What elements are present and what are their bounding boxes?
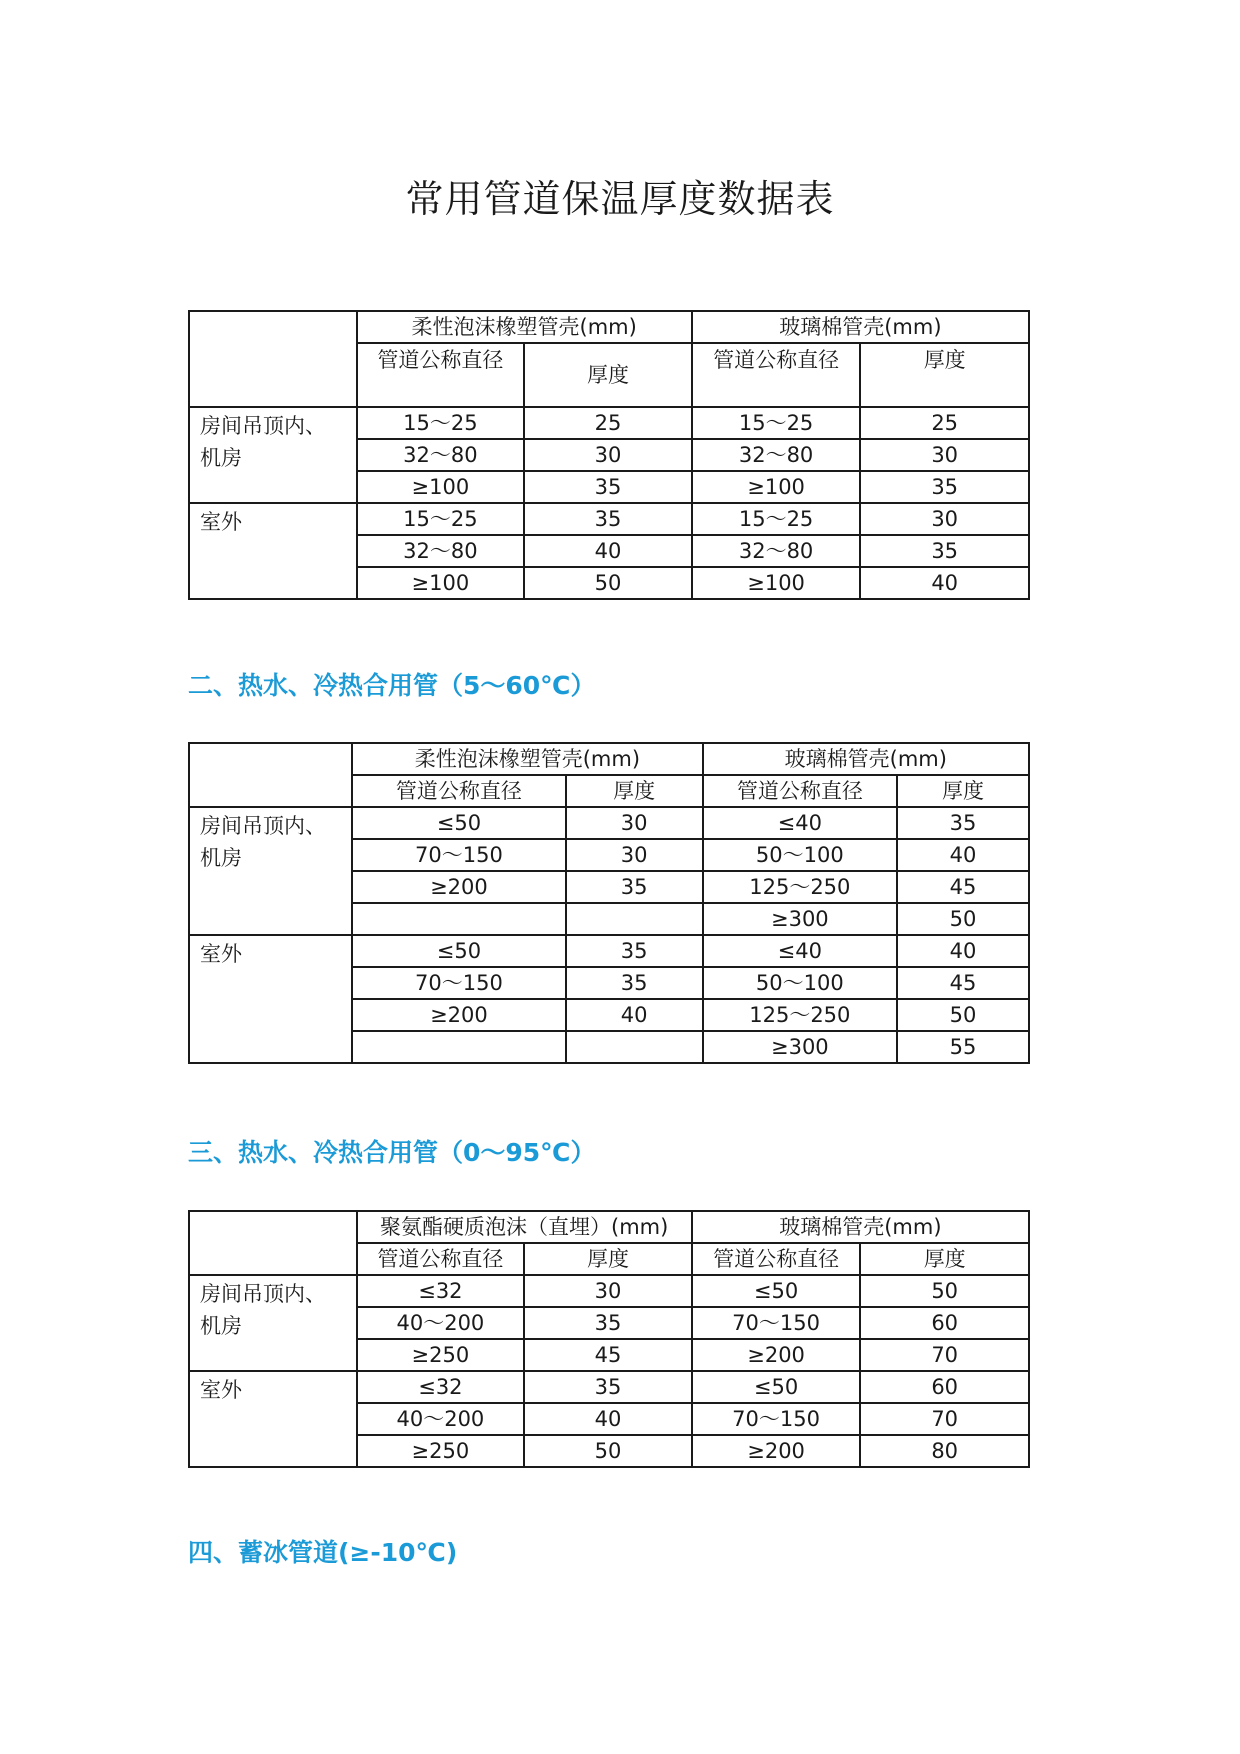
thickness-b-cell: 60 bbox=[860, 1307, 1029, 1339]
header-corner bbox=[189, 311, 357, 407]
diameter-b-cell: 32～80 bbox=[692, 535, 861, 567]
diameter-b-cell: 70～150 bbox=[692, 1307, 861, 1339]
header-thickness-b: 厚度 bbox=[860, 1243, 1029, 1275]
thickness-b-cell: 50 bbox=[897, 903, 1029, 935]
thickness-b-cell: 40 bbox=[897, 935, 1029, 967]
header-corner bbox=[189, 1211, 357, 1275]
page-title: 常用管道保温厚度数据表 bbox=[405, 177, 835, 221]
location-outdoor: 室外 bbox=[189, 935, 352, 1063]
thickness-b-cell: 70 bbox=[860, 1339, 1029, 1371]
location-indoor: 房间吊顶内、 机房 bbox=[189, 1275, 357, 1371]
diameter-a-cell: 70～150 bbox=[352, 839, 566, 871]
thickness-b-cell: 60 bbox=[860, 1371, 1029, 1403]
section-heading-hot-water-0-95: 三、热水、冷热合用管（0～95℃） bbox=[188, 1138, 596, 1167]
thickness-b-cell: 35 bbox=[860, 535, 1029, 567]
table-insulation-hot-water-5-60 bbox=[188, 742, 1030, 1064]
diameter-b-cell: ≥200 bbox=[692, 1435, 861, 1467]
thickness-a-cell: 35 bbox=[566, 871, 703, 903]
diameter-a-cell: ≥100 bbox=[357, 567, 525, 599]
header-thickness-b: 厚度 bbox=[860, 343, 1029, 407]
thickness-a-cell bbox=[566, 1031, 703, 1063]
thickness-a-cell: 50 bbox=[524, 1435, 692, 1467]
diameter-b-cell: 50～100 bbox=[703, 839, 897, 871]
diameter-a-cell: 32～80 bbox=[357, 439, 525, 471]
diameter-b-cell: 125～250 bbox=[703, 871, 897, 903]
diameter-a-cell: 32～80 bbox=[357, 535, 525, 567]
header-corner bbox=[189, 743, 352, 807]
header-group-b: 玻璃棉管壳(mm) bbox=[692, 311, 1029, 343]
diameter-a-cell: ≥250 bbox=[357, 1339, 525, 1371]
table-row bbox=[189, 503, 1029, 535]
diameter-b-cell: ≥300 bbox=[703, 1031, 897, 1063]
diameter-a-cell: 40～200 bbox=[357, 1403, 525, 1435]
section-heading-ice-storage: 四、蓄冰管道(≥-10℃) bbox=[188, 1538, 458, 1567]
header-diameter-b: 管道公称直径 bbox=[692, 343, 861, 407]
header-diameter-a: 管道公称直径 bbox=[352, 775, 566, 807]
thickness-b-cell: 40 bbox=[897, 839, 1029, 871]
diameter-b-cell: 32～80 bbox=[692, 439, 861, 471]
section-heading-hot-water-5-60: 二、热水、冷热合用管（5～60℃） bbox=[188, 671, 596, 700]
table-insulation-hot-water-0-95 bbox=[188, 1210, 1030, 1468]
thickness-a-cell: 30 bbox=[566, 807, 703, 839]
thickness-a-cell: 30 bbox=[566, 839, 703, 871]
header-diameter-b: 管道公称直径 bbox=[703, 775, 897, 807]
diameter-a-cell: ≥200 bbox=[352, 999, 566, 1031]
thickness-b-cell: 25 bbox=[860, 407, 1029, 439]
diameter-b-cell: 70～150 bbox=[692, 1403, 861, 1435]
thickness-a-cell: 25 bbox=[524, 407, 692, 439]
diameter-b-cell: 15～25 bbox=[692, 503, 861, 535]
diameter-a-cell: 15～25 bbox=[357, 503, 525, 535]
table-row bbox=[189, 1371, 1029, 1403]
header-row bbox=[189, 743, 1029, 775]
location-indoor: 房间吊顶内、 机房 bbox=[189, 407, 357, 503]
diameter-a-cell: 70～150 bbox=[352, 967, 566, 999]
diameter-b-cell: ≥100 bbox=[692, 471, 861, 503]
header-group-a: 聚氨酯硬质泡沫（直埋）(mm) bbox=[357, 1211, 692, 1243]
thickness-b-cell: 80 bbox=[860, 1435, 1029, 1467]
thickness-a-cell: 35 bbox=[524, 471, 692, 503]
thickness-a-cell: 40 bbox=[524, 535, 692, 567]
thickness-a-cell: 50 bbox=[524, 567, 692, 599]
diameter-b-cell: ≤50 bbox=[692, 1371, 861, 1403]
diameter-b-cell: 125～250 bbox=[703, 999, 897, 1031]
thickness-a-cell: 30 bbox=[524, 439, 692, 471]
thickness-a-cell: 35 bbox=[524, 1371, 692, 1403]
thickness-a-cell: 35 bbox=[524, 1307, 692, 1339]
header-thickness-a: 厚度 bbox=[524, 1243, 692, 1275]
diameter-b-cell: ≥100 bbox=[692, 567, 861, 599]
header-row bbox=[189, 1211, 1029, 1243]
diameter-b-cell: 50～100 bbox=[703, 967, 897, 999]
diameter-a-cell: ≤32 bbox=[357, 1275, 525, 1307]
thickness-a-cell: 35 bbox=[566, 935, 703, 967]
thickness-a-cell: 30 bbox=[524, 1275, 692, 1307]
diameter-b-cell: ≥300 bbox=[703, 903, 897, 935]
header-group-a: 柔性泡沫橡塑管壳(mm) bbox=[357, 311, 692, 343]
thickness-b-cell: 70 bbox=[860, 1403, 1029, 1435]
thickness-b-cell: 40 bbox=[860, 567, 1029, 599]
table-row bbox=[189, 407, 1029, 439]
header-group-b: 玻璃棉管壳(mm) bbox=[703, 743, 1029, 775]
diameter-a-cell: 15～25 bbox=[357, 407, 525, 439]
header-group-b: 玻璃棉管壳(mm) bbox=[692, 1211, 1029, 1243]
table-row bbox=[189, 935, 1029, 967]
table-row bbox=[189, 807, 1029, 839]
header-thickness-a: 厚度 bbox=[524, 343, 692, 407]
header-diameter-a: 管道公称直径 bbox=[357, 343, 525, 407]
diameter-a-cell: ≤50 bbox=[352, 807, 566, 839]
thickness-a-cell: 40 bbox=[566, 999, 703, 1031]
diameter-b-cell: ≤50 bbox=[692, 1275, 861, 1307]
diameter-a-cell: ≥250 bbox=[357, 1435, 525, 1467]
diameter-b-cell: ≤40 bbox=[703, 807, 897, 839]
thickness-a-cell: 35 bbox=[524, 503, 692, 535]
diameter-b-cell: 15～25 bbox=[692, 407, 861, 439]
header-row bbox=[189, 311, 1029, 343]
thickness-b-cell: 50 bbox=[860, 1275, 1029, 1307]
thickness-b-cell: 35 bbox=[897, 807, 1029, 839]
header-group-a: 柔性泡沫橡塑管壳(mm) bbox=[352, 743, 702, 775]
thickness-b-cell: 55 bbox=[897, 1031, 1029, 1063]
thickness-b-cell: 50 bbox=[897, 999, 1029, 1031]
thickness-b-cell: 30 bbox=[860, 503, 1029, 535]
diameter-b-cell: ≤40 bbox=[703, 935, 897, 967]
thickness-b-cell: 35 bbox=[860, 471, 1029, 503]
location-outdoor: 室外 bbox=[189, 503, 357, 599]
header-diameter-b: 管道公称直径 bbox=[692, 1243, 861, 1275]
thickness-b-cell: 45 bbox=[897, 871, 1029, 903]
diameter-a-cell: ≥100 bbox=[357, 471, 525, 503]
location-indoor: 房间吊顶内、 机房 bbox=[189, 807, 352, 935]
thickness-a-cell bbox=[566, 903, 703, 935]
header-thickness-b: 厚度 bbox=[897, 775, 1029, 807]
diameter-b-cell: ≥200 bbox=[692, 1339, 861, 1371]
table-row bbox=[189, 1275, 1029, 1307]
thickness-b-cell: 45 bbox=[897, 967, 1029, 999]
diameter-a-cell: ≤50 bbox=[352, 935, 566, 967]
diameter-a-cell: 40～200 bbox=[357, 1307, 525, 1339]
header-thickness-a: 厚度 bbox=[566, 775, 703, 807]
table-insulation-standard bbox=[188, 310, 1030, 600]
diameter-a-cell bbox=[352, 1031, 566, 1063]
thickness-b-cell: 30 bbox=[860, 439, 1029, 471]
diameter-a-cell: ≥200 bbox=[352, 871, 566, 903]
thickness-a-cell: 35 bbox=[566, 967, 703, 999]
location-outdoor: 室外 bbox=[189, 1371, 357, 1467]
header-diameter-a: 管道公称直径 bbox=[357, 1243, 525, 1275]
thickness-a-cell: 40 bbox=[524, 1403, 692, 1435]
diameter-a-cell bbox=[352, 903, 566, 935]
thickness-a-cell: 45 bbox=[524, 1339, 692, 1371]
diameter-a-cell: ≤32 bbox=[357, 1371, 525, 1403]
